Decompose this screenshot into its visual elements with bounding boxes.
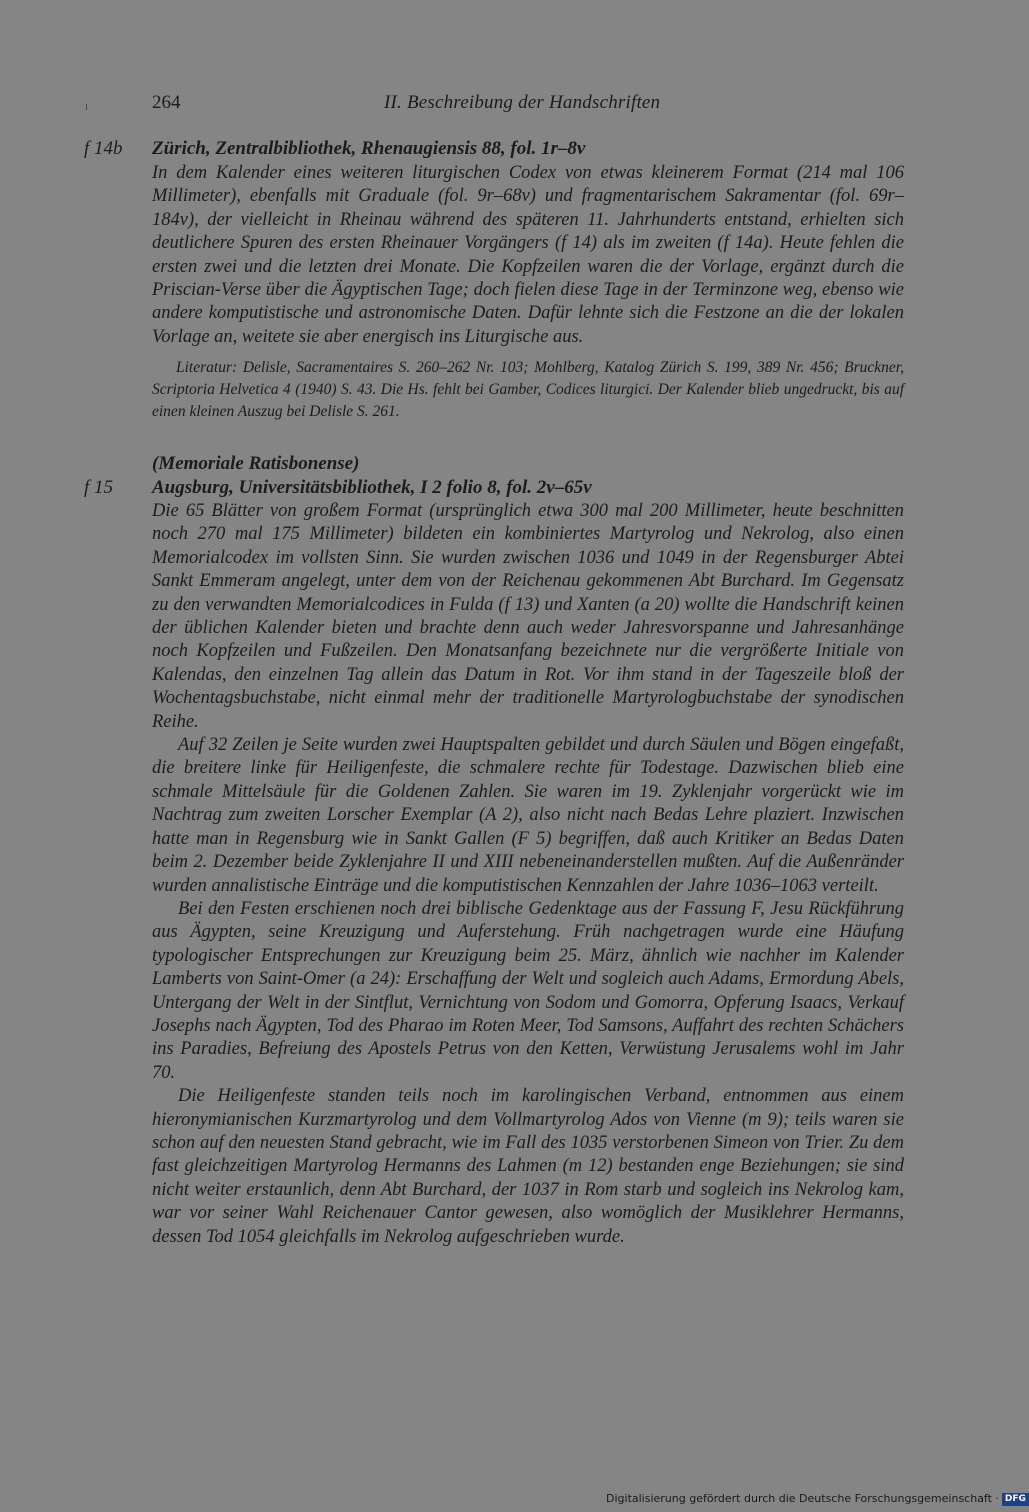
footer-text: Digitalisierung gefördert durch die Deutsche Forschungsgemeinschaft · bbox=[606, 1492, 999, 1505]
entry-siglum: f 14b bbox=[84, 138, 123, 159]
footer-credit bbox=[606, 1492, 1029, 1506]
entry-heading: Zürich, Zentralbibliothek, Rhenaugiensis 88, fol. 1r–8v bbox=[152, 138, 586, 159]
dfg-logo: DFG bbox=[1002, 1493, 1029, 1506]
paragraph: In dem Kalender eines weiteren liturgischen Codex von etwas kleinerem Format (214 mal 106 Millimeter), ebenfalls mit Graduale (fol. 9r–68v) und fragmentarischem Sakramentar (fol. 69r–184v), der vielleicht in Rheinau während des späteren 11. Jahrhunderts entstand, erhielten sich deutlichere Spuren des ersten Rheinauer Vorgängers (f 14) als im zweiten (f 14a). Heute fehlen die ersten zwei und die letzten drei Monate. Die Kopfzeilen waren die der Vorlage, ergänzt durch die Priscian-Verse über die Ägyptischen Tage; doch fielen diese Tage in der Terminzone weg, ebenso wie andere komputistische und astronomische Daten. Dafür lehnte sich die Festzone an die der lokalen Vorlage an, weitete sie aber energisch ins Liturgische aus. bbox=[152, 163, 904, 347]
paragraph: Bei den Festen erschienen noch drei biblische Gedenktage aus der Fassung F, Jesu Rückführung aus Ägypten, seine Kreuzigung und Auferstehung. Früh nachgetragen wurde eine Häufung typologischer Entsprechungen zur Kreuzigung beim 25. März, ähnlich wie nachher im Kalender Lamberts von Saint-Omer (a 24): Erschaffung der Welt und sogleich auch Adams, Ermordung Abels, Untergang der Welt in der Sintflut, Vernichtung von Sodom und Gomorra, Opferung Isaacs, Verkauf Josephs nach Ägypten, Tod des Pharao im Roten Meer, Tod Samsons, Auffahrt des rechten Schächers ins Paradies, Befreiung des Apostels Petrus von den Ketten, Verwüstung Jerusalems wohl im Jahr 70. bbox=[152, 898, 904, 1083]
margin-mark bbox=[86, 104, 87, 110]
paragraph: Die 65 Blätter von großem Format (ursprünglich etwa 300 mal 200 Millimeter, heute beschnitten noch 270 mal 175 Millimeter) bildeten ein kombiniertes Martyrolog und Nekrolog, also einen Memorialcodex im vollsten Sinn. Sie wurden zwischen 1036 und 1049 in der Regensburger Abtei Sankt Emmeram angelegt, unter dem von der Reichenau gekommenen Abt Burchard. Im Gegensatz zu den verwandten Memorialcodices in Fulda (f 13) und Xanten (a 20) wollte die Handschrift keinen der üblichen Kalender bieten und brachte denn auch weder Jahresvorspanne und Jahresanhänge noch Kopfzeilen und Fußzeilen. Den Monatsanfang bezeichnete nur die vergrößerte Initiale von Kalendas, den einzelnen Tag allein das Datum in Rot. Vor ihm stand in der Tageszeile bloß der Wochentagsbuchstabe, nicht einmal mehr der traditionelle Martyrologbuchstabe der synodischen Reihe. bbox=[152, 501, 904, 732]
entry-body bbox=[152, 500, 904, 1249]
paragraph: Die Heiligenfeste standen teils noch im karolingischen Verband, entnommen aus einem hieronymianischen Kurzmartyrolog und dem Vollmartyrolog Ados von Vienne (m 9); teils waren sie schon auf den neuesten Stand gebracht, wie im Fall des 1035 verstorbenen Simeon von Trier. Zu dem fast gleichzeitigen Martyrolog Hermanns des Lahmen (m 12) bestanden enge Beziehungen; sie sind nicht weiter erstaunlich, denn Abt Burchard, der 1037 in Rom starb und sogleich ins Nekrolog kam, war vor seiner Wahl Reichenauer Cantor gewesen, also womöglich der Musiklehrer Hermanns, dessen Tod 1054 gleichfalls im Nekrolog aufgeschrieben wurde. bbox=[152, 1086, 904, 1247]
entry-heading: Augsburg, Universitätsbibliothek, I 2 folio 8, fol. 2v–65v bbox=[152, 477, 592, 498]
group-heading: (Memoriale Ratisbonense) bbox=[152, 453, 360, 474]
running-head: II. Beschreibung der Handschriften bbox=[384, 92, 661, 113]
paragraph: Auf 32 Zeilen je Seite wurden zwei Hauptspalten gebildet und durch Säulen und Bögen eingefaßt, die breitere linke für Heiligenfeste, die schmalere rechte für Todestage. Dazwischen blieb eine schmale Mittelsäule für die Goldenen Zahlen. Sie waren im 19. Zyklenjahr vorgerückt wie im Nachtrag zum zweiten Lorscher Exemplar (A 2), also nicht nach Bedas Lehre plaziert. Inzwischen hatte man in Regensburg wie in Sankt Gallen (F 5) begriffen, daß auch Kritiker an Bedas Daten beim 2. Dezember beide Zyklenjahre II und XIII nebeneinanderstellen mußten. Auf die Außenränder wurden annalistische Einträge und die komputistischen Kennzahlen der Jahre 1036–1063 verteilt. bbox=[152, 735, 904, 896]
literature-note: Literatur: Delisle, Sacramentaires S. 260–262 Nr. 103; Mohlberg, Katalog Zürich S. 199, 389 Nr. 456; Bruckner, Scriptoria Helvetica 4 (1940) S. 43. Die Hs. fehlt bei Gamber, Codices liturgici. Der Kalender blieb ungedruckt, bis auf einen kleinen Auszug bei Delisle S. 261. bbox=[152, 359, 904, 420]
page-number: 264 bbox=[152, 92, 181, 113]
entry-siglum: f 15 bbox=[84, 477, 114, 498]
entry-body bbox=[152, 162, 904, 349]
